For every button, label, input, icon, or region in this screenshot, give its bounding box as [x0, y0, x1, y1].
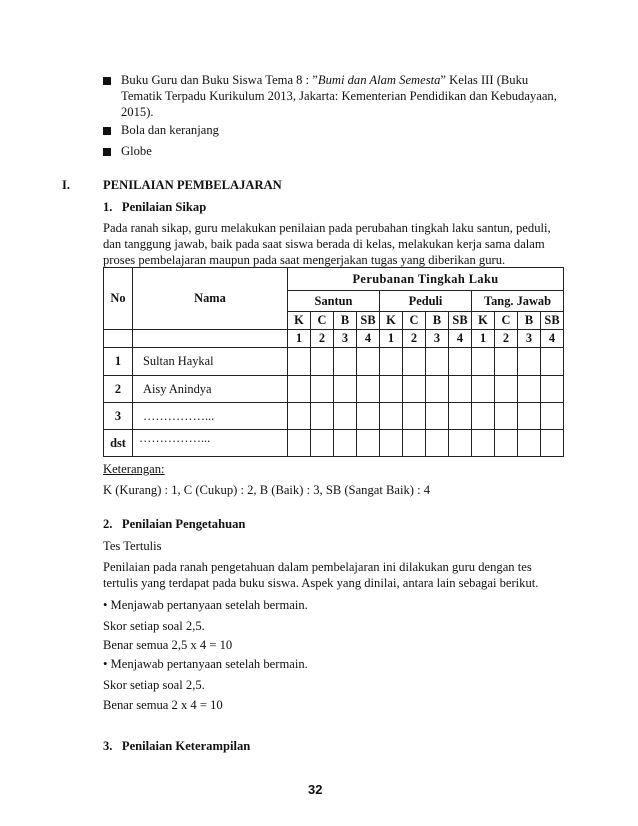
row-number: dst — [104, 430, 133, 457]
grade-score: 4 — [357, 330, 380, 348]
row-number: 3 — [104, 403, 133, 430]
bullet-square-icon — [103, 148, 111, 156]
pengetahuan-line: Benar semua 2,5 x 4 = 10 — [103, 638, 233, 652]
student-name: ……………... — [133, 430, 288, 457]
grade-letter: B — [334, 312, 357, 330]
grade-score: 1 — [472, 330, 495, 348]
group-santun: Santun — [288, 291, 380, 312]
grade-letter: SB — [541, 312, 564, 330]
table-row — [104, 376, 564, 403]
grade-letter: K — [288, 312, 311, 330]
keterangan-label: Keterangan: — [103, 462, 165, 476]
student-name: ……………... — [133, 403, 288, 430]
grade-score: 4 — [541, 330, 564, 348]
sikap-paragraph-line: dan tanggung jawab, baik pada saat siswa berada di kelas, melakukan kerja sama dalam — [103, 237, 545, 251]
sikap-paragraph-line: proses pembelajaran maupun pada saat mengerjakan tugas yang diberikan guru. — [103, 253, 506, 267]
pengetahuan-line: Skor setiap soal 2,5. — [103, 678, 205, 692]
grade-letter: B — [518, 312, 541, 330]
grade-letter: C — [311, 312, 334, 330]
keterampilan-heading: 3. Penilaian Keterampilan — [103, 739, 251, 753]
page-number: 32 — [308, 782, 323, 797]
student-name: Sultan Haykal — [133, 348, 288, 376]
sikap-heading: 1. Penilaian Sikap — [103, 200, 207, 214]
row-number: 2 — [104, 376, 133, 403]
grade-score: 2 — [403, 330, 426, 348]
student-name: Aisy Anindya — [133, 376, 288, 403]
grade-score: 3 — [334, 330, 357, 348]
material-item-2: Bola dan keranjang — [121, 123, 219, 137]
material-item-1-line-3: 2015). — [121, 105, 154, 119]
sikap-paragraph-line: Pada ranah sikap, guru melakukan penilaian pada perubahan tingkah laku santun, peduli, — [103, 221, 551, 235]
group-peduli: Peduli — [380, 291, 472, 312]
bullet-square-icon — [103, 77, 111, 85]
material-item-1-line-1: Buku Guru dan Buku Siswa Tema 8 : ”Bumi dan Alam Semesta” Kelas III (Buku — [121, 73, 529, 87]
pengetahuan-subheading: Tes Tertulis — [103, 539, 162, 553]
grade-letter: SB — [357, 312, 380, 330]
section-title: PENILAIAN PEMBELAJARAN — [103, 178, 282, 192]
pengetahuan-paragraph-line: tertulis yang terdapat pada buku siswa. Aspek yang dinilai, antara lain sebagai berikut. — [103, 576, 539, 590]
table-row — [104, 348, 564, 376]
grade-score: 2 — [311, 330, 334, 348]
grade-letter: B — [426, 312, 449, 330]
grade-letter: K — [472, 312, 495, 330]
grade-letter: C — [495, 312, 518, 330]
pengetahuan-paragraph-line: Penilaian pada ranah pengetahuan dalam pembelajaran ini dilakukan guru dengan tes — [103, 560, 532, 574]
grade-letter: C — [403, 312, 426, 330]
pengetahuan-line: • Menjawab pertanyaan setelah bermain. — [103, 598, 308, 612]
grade-score: 3 — [518, 330, 541, 348]
grade-score: 1 — [380, 330, 403, 348]
group-tang-jawab: Tang. Jawab — [472, 291, 564, 312]
pengetahuan-line: Benar semua 2 x 4 = 10 — [103, 698, 223, 712]
grade-score: 3 — [426, 330, 449, 348]
row-number: 1 — [104, 348, 133, 376]
grade-score: 4 — [449, 330, 472, 348]
section-numeral: I. — [62, 178, 71, 192]
group-header: Perubanan Tingkah Laku — [288, 268, 564, 291]
pengetahuan-line: Skor setiap soal 2,5. — [103, 619, 205, 633]
material-item-3: Globe — [121, 144, 152, 158]
attitude-assessment-table — [103, 267, 564, 457]
table-row — [104, 430, 564, 457]
column-header-nama: Nama — [133, 268, 288, 330]
pengetahuan-heading: 2. Penilaian Pengetahuan — [103, 517, 246, 531]
grade-letter: K — [380, 312, 403, 330]
grade-letter: SB — [449, 312, 472, 330]
table-row — [104, 403, 564, 430]
pengetahuan-line: • Menjawab pertanyaan setelah bermain. — [103, 657, 308, 671]
bullet-square-icon — [103, 127, 111, 135]
column-header-no: No — [104, 268, 133, 330]
grade-score: 2 — [495, 330, 518, 348]
grade-score: 1 — [288, 330, 311, 348]
material-item-1-line-2: Tematik Terpadu Kurikulum 2013, Jakarta: Kementerian Pendidikan dan Kebudayaan, — [121, 89, 557, 103]
keterangan-text: K (Kurang) : 1, C (Cukup) : 2, B (Baik) : 3, SB (Sangat Baik) : 4 — [103, 483, 431, 497]
